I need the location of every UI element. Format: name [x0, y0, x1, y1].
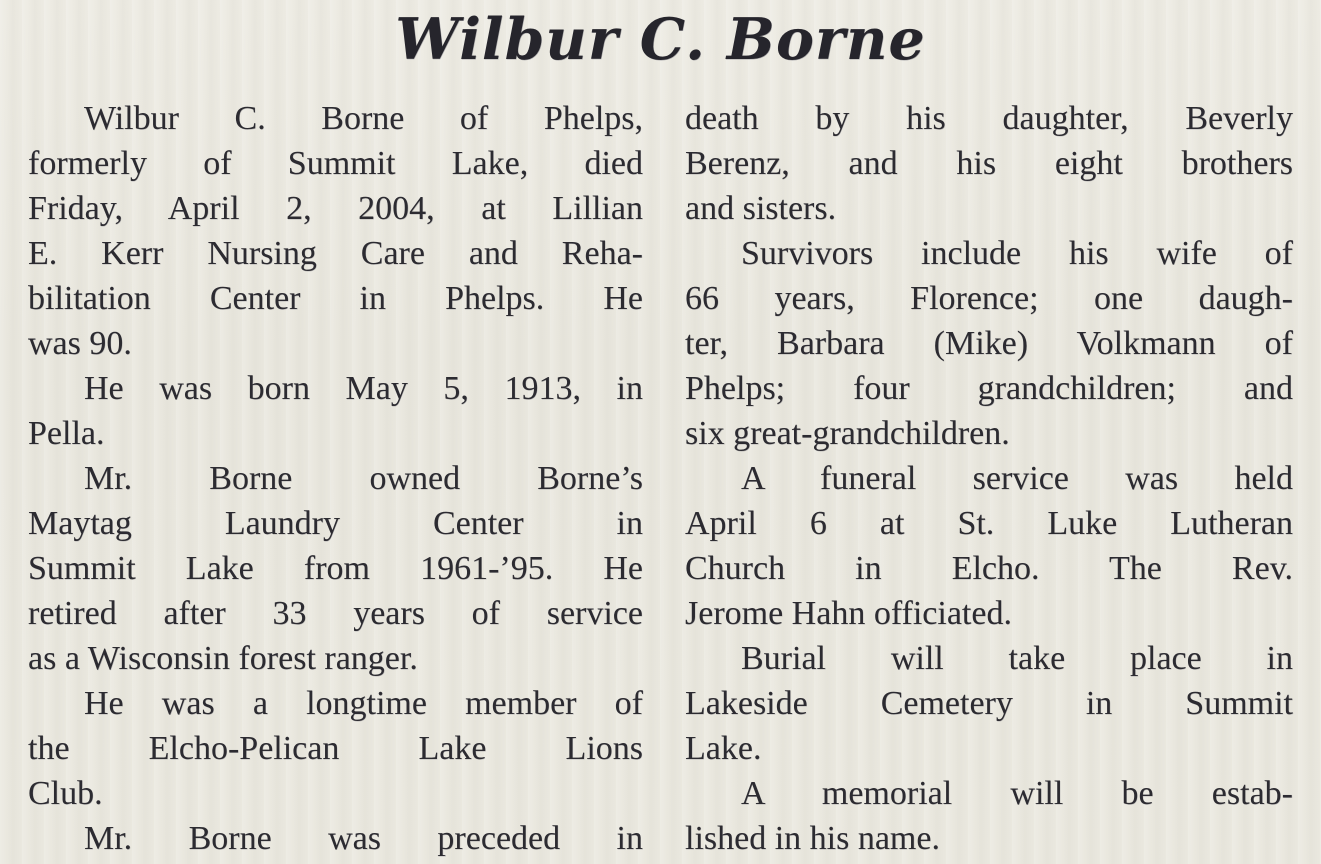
- article-column-left: [28, 96, 643, 861]
- paragraph: [28, 816, 643, 861]
- text-line: Mr. Borne was preceded in: [84, 820, 643, 857]
- paragraph: [28, 96, 643, 366]
- text-line: April 6 at St. Luke Lutheran: [685, 505, 1293, 542]
- text-line: Summit Lake from 1961-’95. He: [28, 550, 643, 587]
- text-line: Phelps; four grandchildren; and: [685, 370, 1293, 407]
- text-line: 66 years, Florence; one daugh-: [685, 280, 1293, 317]
- obituary-headline: Wilbur C. Borne: [395, 6, 926, 73]
- paragraph: [28, 681, 643, 816]
- text-line: was 90.: [28, 325, 132, 362]
- text-line: lished in his name.: [685, 820, 940, 857]
- text-line: Wilbur C. Borne of Phelps,: [84, 100, 643, 137]
- text-line: death by his daughter, Beverly: [685, 100, 1293, 137]
- text-line: and sisters.: [685, 190, 837, 227]
- paragraph: [28, 366, 643, 456]
- text-line: six great-grandchildren.: [685, 415, 1010, 452]
- paragraph: [685, 636, 1293, 771]
- text-line: He was a longtime member of: [84, 685, 643, 722]
- text-line: Club.: [28, 775, 103, 812]
- paragraph: [685, 96, 1293, 231]
- text-line: Jerome Hahn officiated.: [685, 595, 1012, 632]
- text-line: bilitation Center in Phelps. He: [28, 280, 643, 317]
- article-column-right: [685, 96, 1293, 861]
- text-line: Church in Elcho. The Rev.: [685, 550, 1293, 587]
- paragraph: [685, 771, 1293, 861]
- text-line: Lake.: [685, 730, 762, 767]
- text-line: retired after 33 years of service: [28, 595, 643, 632]
- text-line: Mr. Borne owned Borne’s: [84, 460, 643, 497]
- text-line: Burial will take place in: [741, 640, 1293, 677]
- text-line: Berenz, and his eight brothers: [685, 145, 1293, 182]
- text-line: the Elcho-Pelican Lake Lions: [28, 730, 643, 767]
- text-line: A funeral service was held: [741, 460, 1293, 497]
- text-line: A memorial will be estab-: [741, 775, 1293, 812]
- text-line: Lakeside Cemetery in Summit: [685, 685, 1293, 722]
- article-columns: [28, 96, 1293, 861]
- paragraph: [28, 456, 643, 681]
- text-line: ter, Barbara (Mike) Volkmann of: [685, 325, 1293, 362]
- paragraph: [685, 456, 1293, 636]
- text-line: Maytag Laundry Center in: [28, 505, 643, 542]
- text-line: as a Wisconsin forest ranger.: [28, 640, 418, 677]
- text-line: Friday, April 2, 2004, at Lillian: [28, 190, 643, 227]
- text-line: He was born May 5, 1913, in: [84, 370, 643, 407]
- text-line: formerly of Summit Lake, died: [28, 145, 643, 182]
- paragraph: [685, 231, 1293, 456]
- text-line: Survivors include his wife of: [741, 235, 1293, 272]
- text-line: E. Kerr Nursing Care and Reha-: [28, 235, 643, 272]
- text-line: Pella.: [28, 415, 105, 452]
